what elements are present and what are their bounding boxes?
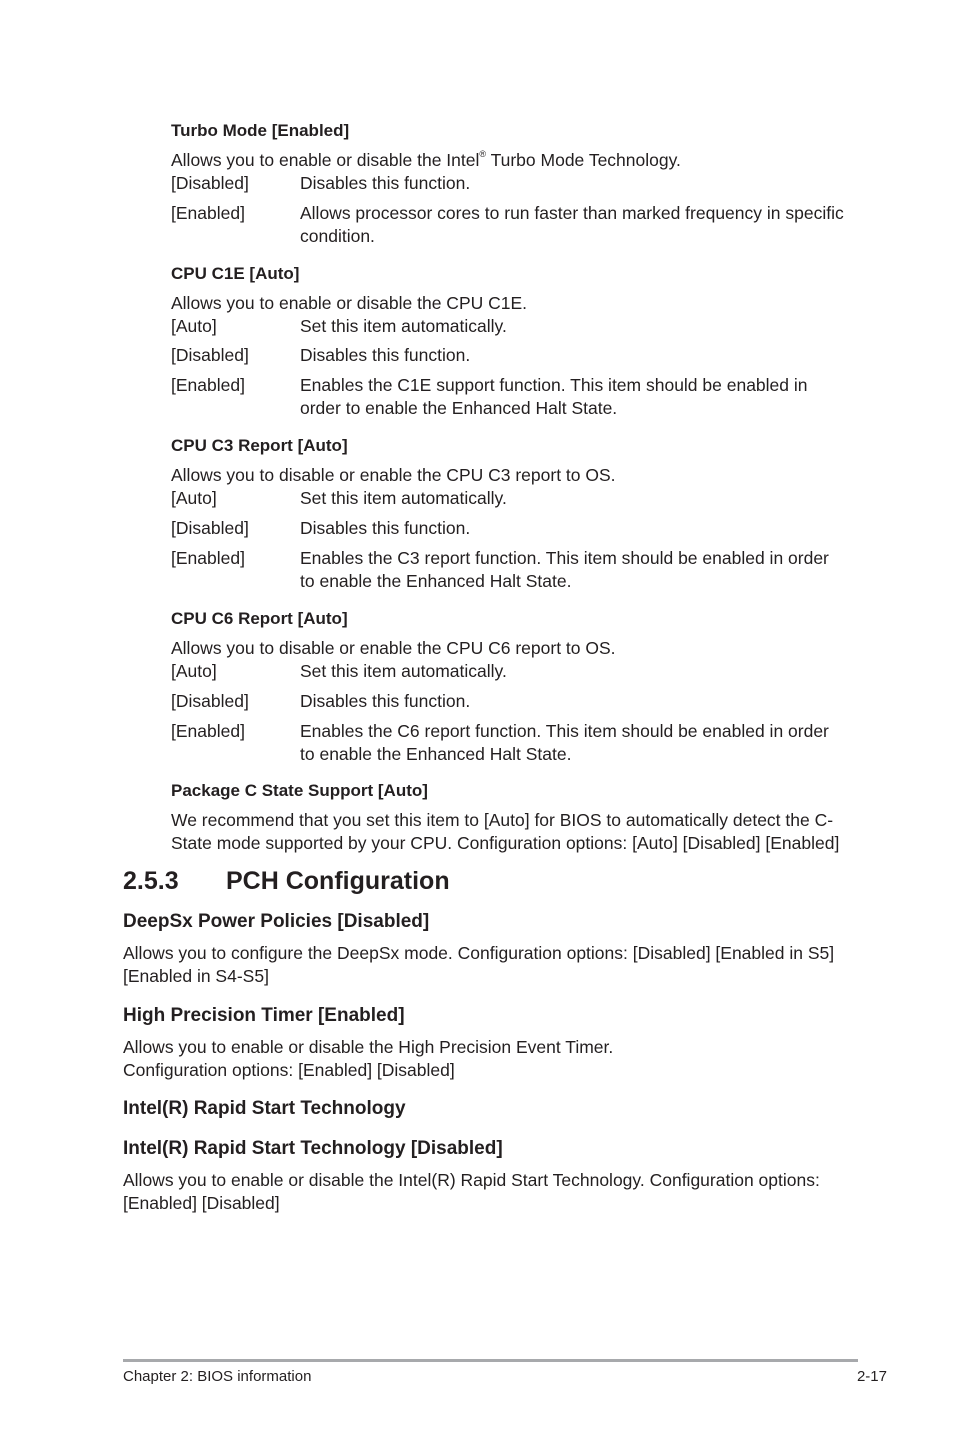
c6-option-disabled-desc: Disables this function. [300, 691, 471, 711]
turbo-option-disabled-desc: Disables this function. [300, 173, 471, 193]
section-number: 2.5.3 [123, 867, 179, 895]
turbo-option-enabled-key: [Enabled] [171, 203, 245, 223]
turbo-option-disabled-key: [Disabled] [171, 173, 249, 193]
hpet-desc-line1: Allows you to enable or disable the High Precision Event Timer. [123, 1037, 614, 1057]
deepsx-desc-line1: Allows you to configure the DeepSx mode. Configuration options: [Disabled] [Enabled in S5] [123, 943, 835, 963]
rapid-start-heading: Intel(R) Rapid Start Technology [123, 1098, 406, 1119]
deepsx-heading: DeepSx Power Policies [Disabled] [123, 911, 430, 932]
c6-option-enabled-desc-line1: Enables the C6 report function. This item should be enabled in order [300, 721, 829, 741]
footer-divider [123, 1359, 858, 1362]
cpu-c3-report-heading: CPU C3 Report [Auto] [171, 436, 348, 455]
c6-option-auto-key: [Auto] [171, 661, 217, 681]
cpu-c3-report-description: Allows you to disable or enable the CPU C3 report to OS. [171, 465, 616, 485]
c1e-option-disabled-desc: Disables this function. [300, 345, 471, 365]
c1e-option-enabled-desc-line1: Enables the C1E support function. This item should be enabled in [300, 375, 808, 395]
rapid-start-desc-line2: [Enabled] [Disabled] [123, 1193, 280, 1213]
c1e-option-enabled-desc-line2: order to enable the Enhanced Halt State. [300, 398, 618, 418]
cpu-c6-report-description: Allows you to disable or enable the CPU C6 report to OS. [171, 638, 616, 658]
section-title: PCH Configuration [226, 867, 450, 895]
package-c-state-heading: Package C State Support [Auto] [171, 781, 428, 800]
c1e-option-disabled-key: [Disabled] [171, 345, 249, 365]
c6-option-disabled-key: [Disabled] [171, 691, 249, 711]
cpu-c1e-description: Allows you to enable or disable the CPU C1E. [171, 293, 528, 313]
c6-option-enabled-key: [Enabled] [171, 721, 245, 741]
package-c-state-desc-line2: State mode supported by your CPU. Configuration options: [Auto] [Disabled] [Enabled] [171, 833, 840, 853]
turbo-mode-description: Allows you to enable or disable the Intel® Turbo Mode Technology. [171, 149, 681, 170]
c3-option-disabled-desc: Disables this function. [300, 518, 471, 538]
turbo-mode-heading: Turbo Mode [Enabled] [171, 121, 350, 140]
c6-option-enabled-desc-line2: to enable the Enhanced Halt State. [300, 744, 572, 764]
rapid-start-desc-line1: Allows you to enable or disable the Intel(R) Rapid Start Technology. Configuration options: [123, 1170, 820, 1190]
turbo-option-enabled-desc-line1: Allows processor cores to run faster than marked frequency in specific [300, 203, 844, 223]
turbo-option-enabled-desc-line2: condition. [300, 226, 375, 246]
package-c-state-desc-line1: We recommend that you set this item to [Auto] for BIOS to automatically detect the C- [171, 810, 834, 830]
footer-page-number: 2-17 [856, 1368, 887, 1385]
footer-chapter: Chapter 2: BIOS information [123, 1368, 312, 1385]
c3-option-auto-key: [Auto] [171, 488, 217, 508]
c3-option-enabled-desc-line2: to enable the Enhanced Halt State. [300, 571, 572, 591]
c3-option-enabled-desc-line1: Enables the C3 report function. This item should be enabled in order [300, 548, 829, 568]
hpet-desc-line2: Configuration options: [Enabled] [Disabled] [123, 1060, 455, 1080]
cpu-c6-report-heading: CPU C6 Report [Auto] [171, 609, 348, 628]
rapid-start-sub-heading: Intel(R) Rapid Start Technology [Disabled] [123, 1138, 503, 1159]
cpu-c1e-heading: CPU C1E [Auto] [171, 264, 300, 283]
c1e-option-enabled-key: [Enabled] [171, 375, 245, 395]
c1e-option-auto-key: [Auto] [171, 316, 217, 336]
deepsx-desc-line2: [Enabled in S4-S5] [123, 966, 269, 986]
c3-option-disabled-key: [Disabled] [171, 518, 249, 538]
c6-option-auto-desc: Set this item automatically. [300, 661, 507, 681]
c3-option-enabled-key: [Enabled] [171, 548, 245, 568]
c1e-option-auto-desc: Set this item automatically. [300, 316, 507, 336]
c3-option-auto-desc: Set this item automatically. [300, 488, 507, 508]
hpet-heading: High Precision Timer [Enabled] [123, 1005, 405, 1026]
